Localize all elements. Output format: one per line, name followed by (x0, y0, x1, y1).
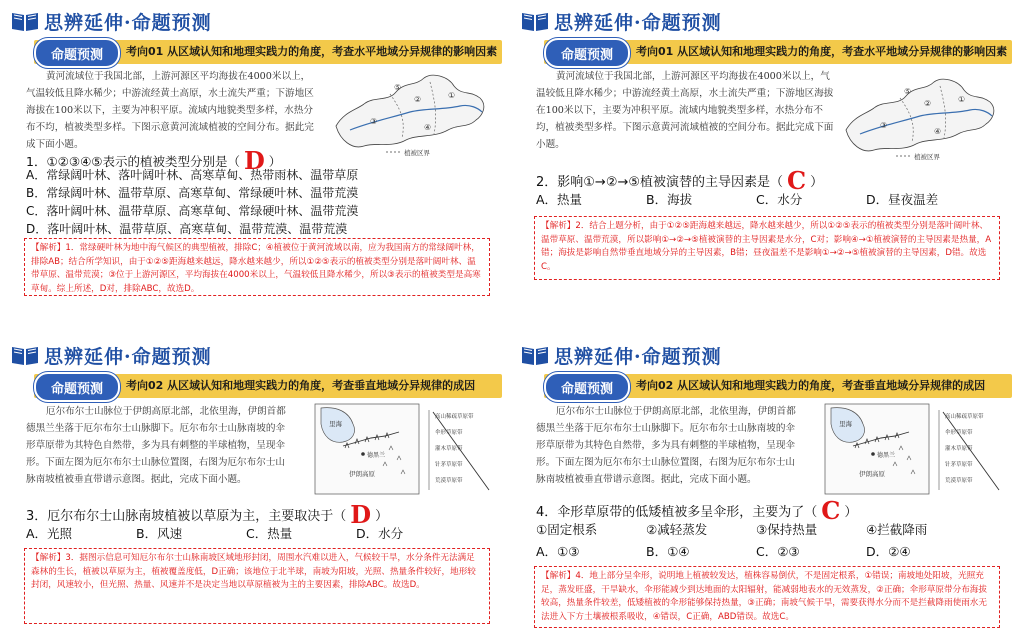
analysis-box: 【解析】4．地上部分呈伞形，说明地上植被较发达，植株容易倒伏，不是固定根系，①错误；南坡地处阳坡，光照充足，蒸发旺盛，干旱缺水，伞形能减少到达地面的太阳辐射，能减弱地表水的无效蒸发，②正确；伞形草原带分布海拔较高，热量条件较差，低矮植被的伞形能够保持热量，③正确；南坡气候干旱，需要获得水分而不是拦截降雨使雨水无法进入下方土壤被根系吸收，④错误，C正确，ABD错误。故选C。 (534, 566, 1000, 628)
book-icon (10, 9, 40, 33)
map-legend: 植被区界 (404, 149, 430, 157)
zone-label-4: 针茅草原带 (435, 462, 463, 468)
option-a[interactable]: A．热量 (536, 192, 583, 207)
statements-row (536, 520, 976, 538)
svg-text:⑤: ⑤ (904, 87, 912, 96)
options-row (536, 542, 976, 560)
iran-plateau-label: 伊朗高原 (859, 470, 885, 478)
direction-text: 考向01 从区域认知和地理实践力的角度，考查水平地域分异规律的影响因素 (126, 45, 498, 58)
direction-banner (34, 374, 502, 398)
option-b[interactable]: B．①④ (646, 544, 690, 559)
yellow-river-vegetation-map (840, 72, 1008, 162)
svg-text:②: ② (924, 99, 932, 108)
svg-text:⑤: ⑤ (394, 83, 402, 92)
option-c[interactable]: C．热量 (246, 526, 293, 541)
question: 2．影响①→②→⑤植被演替的主导因素是（ C ） (536, 166, 824, 195)
header (10, 6, 212, 36)
svg-text:④: ④ (424, 123, 432, 132)
option-a[interactable]: A．光照 (26, 526, 73, 541)
zone-label-2: 伞形草原带 (945, 430, 973, 436)
svg-text:③: ③ (370, 117, 378, 126)
statement-2: ②减轻蒸发 (646, 522, 708, 537)
question-panel-3 (8, 340, 504, 640)
option-b[interactable]: B．风速 (136, 526, 183, 541)
handwritten-answer: C (821, 496, 841, 525)
option-d[interactable]: D．②④ (866, 544, 911, 559)
option-b[interactable]: B．海拔 (646, 192, 693, 207)
zone-label-1: 高山稀疏草原带 (435, 414, 474, 420)
handwritten-answer: D (243, 146, 265, 175)
direction-banner (544, 40, 1012, 64)
direction-text: 考向02 从区域认知和地理实践力的角度，考查垂直地域分异规律的成因 (636, 379, 986, 392)
analysis-box: 【解析】2．结合上题分析，由于①②⑤距海越来越远，降水越来越少，所以①②⑤表示的植被类型分别是落叶阔叶林、温带草原、温带荒漠，所以影响①→②→⑤植被演替的主导因素是水分，C对；影响④→①植被演替的主导因素是热量，A错；海拔是影响自然带垂直地域分异的主导因素，B错；昼夜温差不是影响①→②→⑤植被演替的主导因素，D错。故选C。 (534, 216, 1000, 280)
zone-label-3: 灌木草原带 (945, 446, 973, 452)
svg-text:②: ② (414, 95, 422, 104)
intro-text: 黄河流域位于我国北部，上游河源区平均海拔在4000米以上，气温较低且降水稀少；中游流经黄土高原，水土流失严重；下游地区海拔在100米以下，主要为冲积平原。流域内地貌类型多样，水热分布不均，植被类型多样。下图示意黄河流域植被的空间分布。据此完成下面小题。 (26, 71, 314, 150)
caspian-label: 里海 (329, 420, 342, 428)
prediction-badge: 命题预测 (34, 372, 120, 402)
svg-text:①: ① (958, 95, 966, 104)
handwritten-answer: D (350, 500, 372, 529)
question-panel-1 (8, 6, 504, 306)
statement-4: ④拦截降雨 (866, 522, 928, 537)
intro-text: 厄尔布尔士山脉位于伊朗高原北部，北依里海，伊朗首都德黑兰坐落于厄尔布尔士山脉脚下。厄尔布尔士山脉南坡的伞形草原带为其特色自然带，多为具有刺整的半球植物，呈现伞形。下面左图为厄尔布尔士山脉位置图，右图为厄尔布尔士山脉南坡植被垂直带谱示意图。据此，完成下面小题。 (536, 406, 796, 485)
intro-text: 厄尔布尔士山脉位于伊朗高原北部，北依里海，伊朗首都德黑兰坐落于厄尔布尔士山脉脚下。厄尔布尔士山脉南坡的伞形草原带为其特色自然带，多为具有刺整的半球植物，呈现伞形。下面左图为厄尔布尔士山脉位置图，右图为厄尔布尔士山脉南坡植被垂直带谱示意图。据此，完成下面小题。 (26, 406, 286, 485)
header (10, 340, 212, 370)
options-row (26, 524, 466, 542)
prediction-badge: 命题预测 (544, 38, 630, 68)
option-c[interactable]: C．水分 (756, 192, 803, 207)
zone-label-5: 荒漠草原带 (435, 478, 463, 484)
header (520, 340, 722, 370)
header-title: 思辨延伸·命题预测 (554, 11, 722, 34)
zone-label-2: 伞形草原带 (435, 430, 463, 436)
map-legend: 植被区界 (914, 153, 940, 161)
caspian-label: 里海 (839, 420, 852, 428)
option-c[interactable]: C．落叶阔叶林、温带草原、高寒草甸、常绿硬叶林、温带荒漠 (26, 204, 359, 218)
book-icon (10, 343, 40, 367)
question-panel-2 (518, 6, 1014, 306)
handwritten-answer: C (787, 166, 807, 195)
header-title: 思辨延伸·命题预测 (44, 345, 212, 368)
intro-text: 黄河流域位于我国北部，上游河源区平均海拔在4000米以上，气温较低且降水稀少；中游流经黄土高原，水土流失严重；下游地区海拔在100米以下，主要为冲积平原。流域内地貌类型多样，水热分布不均，植被类型多样。下图示意黄河流域植被的空间分布。据此完成下面小题。 (536, 71, 834, 150)
tehran-label: 德黑兰 (877, 452, 896, 459)
option-b[interactable]: B．常绿阔叶林、温带草原、高寒草甸、常绿硬叶林、温带荒漠 (26, 186, 359, 200)
question-panel-4 (518, 340, 1014, 640)
svg-text:①: ① (448, 91, 456, 100)
direction-banner (544, 374, 1012, 398)
zone-label-5: 荒漠草原带 (945, 478, 973, 484)
statement-1: ①固定根系 (536, 522, 598, 537)
elburz-location-and-zone-map (823, 402, 1013, 498)
prediction-badge: 命题预测 (34, 38, 120, 68)
option-d[interactable]: D．昼夜温差 (866, 192, 939, 207)
analysis-box: 【解析】3．据图示信息可知厄尔布尔士山脉南坡区域地形封闭，周围水汽难以进入，气候较干旱，水分条件无法满足森林的生长，植被以草原为主，植被覆盖度低，D正确；该地位于北半球，南坡为阳坡，光照、热量条件较好，地形较封闭，风速较小，但光照、热量、风速并不是决定当地以草原植被为主的主要因素，排除ABC。故选D。 (24, 548, 490, 624)
analysis-box: 【解析】1．常绿硬叶林为地中海气候区的典型植被，排除C；④植被位于黄河流域以南，应为我国南方的常绿阔叶林，排除AB；结合所学知识，由于①②⑤距海越来越远，降水越来越少，所以①②⑤表示的植被类型分别是落叶阔叶林、温带草原、温带荒漠；③位于上游河源区，平均海拔在4000米以上，气温较低且降水稀少，所以③表示的植被类型是高寒草甸。综上所述，D对，排除ABC，故选D。 (24, 238, 490, 296)
book-icon (520, 343, 550, 367)
statement-3: ③保持热量 (756, 522, 818, 537)
svg-text:④: ④ (934, 127, 942, 136)
yellow-river-vegetation-map (330, 68, 498, 158)
options-row (536, 190, 976, 208)
svg-text:③: ③ (880, 121, 888, 130)
direction-text: 考向01 从区域认知和地理实践力的角度，考查水平地域分异规律的影响因素 (636, 45, 1008, 58)
direction-banner (34, 40, 502, 64)
header-title: 思辨延伸·命题预测 (44, 11, 212, 34)
header-title: 思辨延伸·命题预测 (554, 345, 722, 368)
direction-text: 考向02 从区域认知和地理实践力的角度，考查垂直地域分异规律的成因 (126, 379, 476, 392)
elburz-location-and-zone-map (313, 402, 503, 498)
question: 1．①②③④⑤表示的植被类型分别是（ D ） (26, 146, 282, 175)
prediction-badge: 命题预测 (544, 372, 630, 402)
zone-label-3: 灌木草原带 (435, 446, 463, 452)
question: 4．伞形草原带的低矮植被多呈伞形，主要为了（ C ） (536, 496, 858, 525)
zone-label-1: 高山稀疏草原带 (945, 414, 984, 420)
tehran-label: 德黑兰 (367, 452, 386, 459)
option-c[interactable]: C．②③ (756, 544, 800, 559)
option-d[interactable]: D．落叶阔叶林、温带草原、高寒草甸、温带荒漠、温带荒漠 (26, 222, 348, 236)
zone-label-4: 针茅草原带 (945, 462, 973, 468)
header (520, 6, 722, 36)
book-icon (520, 9, 550, 33)
option-a[interactable]: A．①③ (536, 544, 580, 559)
option-a[interactable]: A．常绿阔叶林、落叶阔叶林、高寒草甸、热带雨林、温带草原 (26, 168, 359, 182)
option-d[interactable]: D．水分 (356, 526, 404, 541)
question: 3．厄尔布尔士山脉南坡植被以草原为主，主要取决于（ D ） (26, 500, 389, 529)
iran-plateau-label: 伊朗高原 (349, 470, 375, 478)
